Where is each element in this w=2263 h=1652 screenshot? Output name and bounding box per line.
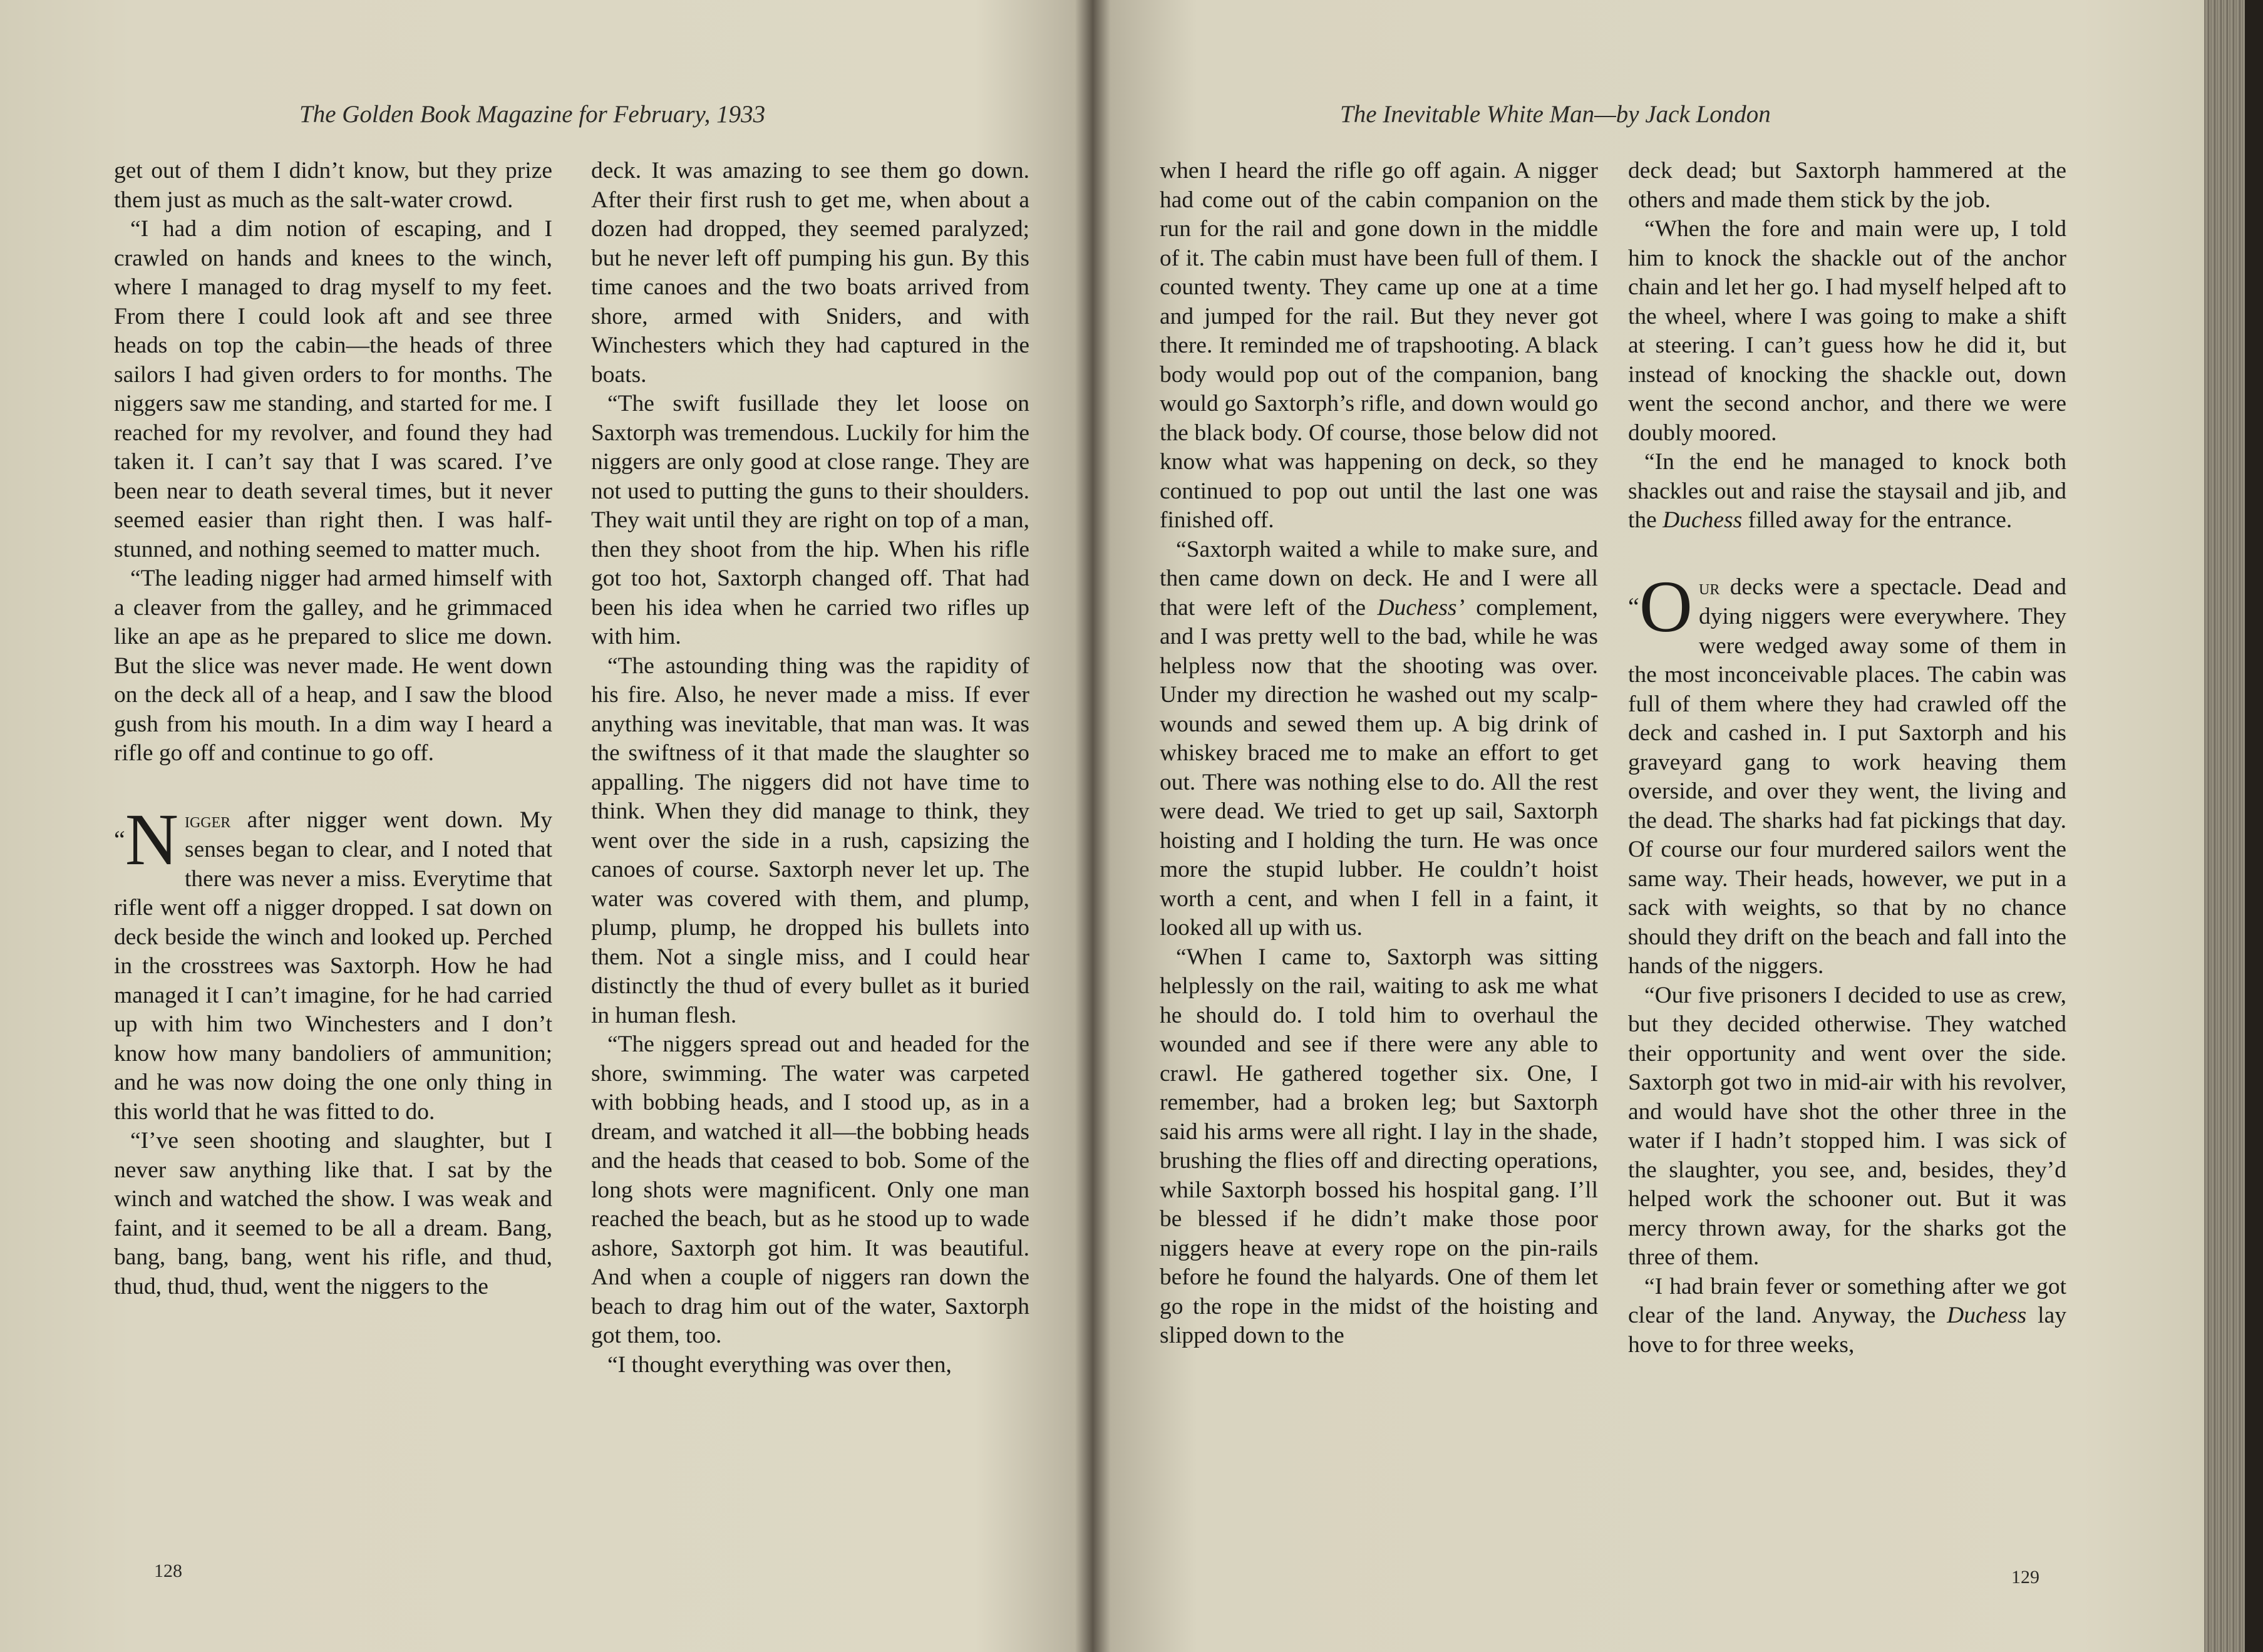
paragraph: “I thought everything was over then, [607,1351,952,1378]
paragraph: “I’ve seen shooting and slaughter, but I never saw anything like that. I sat by the winch and watched the show. I was weak and faint, and it seemed to be all a dream. Bang, bang, bang, bang, went his rifle, and thud, thud, thud, thud, went the niggers to the [114,1128,552,1299]
paragraph: “I had a dim notion of escaping, and I crawled on hands and knees to the winch, where I managed to drag myself to my feet. From there I could look aft and see three heads on top the cabin—the heads of three sailors I had given orders to for months. The niggers saw me standing, and started for me. I reached for my revolver, and found they had taken it. I can’t say that I was scared. I’ve been near to death several times, but it never seemed easier than right then. I was half-stunned, and nothing seemed to matter much. [114,216,552,562]
right-column-2 [1628,157,2066,1360]
paragraph: “Saxtorph waited a while to make sure, and then came down on deck. He and I were all that were left of the Duchess’ complement, and I was pretty well to the bad, while he was helpless now that the shooting was over. Under my direction he washed out my scalp-wounds and sewed them up. A big drink of whiskey braced me to make an effort to get out. There was nothing else to do. All the rest were dead. We tried to get up sail, Saxtorph hoisting and I holding the turn. He was once more the stupid lubber. He couldn’t hoist worth a cent, and when I fell in a faint, it looked all up with us. [1160,536,1598,941]
background-edge [2245,0,2263,1652]
smallcaps-lead: ur [1698,576,1720,599]
paragraph: “The astounding thing was the rapidity of his fire. Also, he never made a miss. If ever anything was inevitable, that man was. It was the swiftness of it that made the slaughter so appalling. The niggers did not have time to think. When they did manage to think, they went over the side in a rush, capsizing the canoes of course. Saxtorph never let up. The water was covered with them, and plump, plump, plump, he dropped his bullets into them. Not a single miss, and I could hear distinctly the thud of every bullet as it buried in human flesh. [591,653,1029,1028]
paragraph: “When the fore and main were up, I told him to knock the shackle out of the anchor chain and let her go. I had myself helped aft to the wheel, where I was going to make a shift at steering. I can’t guess how he did it, but instead of knocking the shackle out, down went the second anchor, and there we were doubly moored. [1628,216,2066,446]
paragraph: “The swift fusillade they let loose on Saxtorph was tremendous. Luckily for him the niggers are only good at close range. They are not used to putting the guns to their shoulders. They wait until they are right on top of a man, then they shoot from the hip. When his rifle got too hot, Saxtorph changed off. That had been his idea when he carried two rifles up with him. [591,391,1029,649]
paragraph: get out of them I didn’t know, but they prize them just as much as the salt-water crowd. [114,158,552,213]
left-column-1 [114,157,552,1301]
paragraph: “In the end he managed to knock both shackles out and raise the staysail and jib, and the Duchess filled away for the entrance. [1628,449,2066,533]
drop-cap: “O [1628,565,1693,648]
right-page-number: 129 [2011,1567,2039,1587]
drop-cap: “N [114,798,178,880]
paragraph: when I heard the rifle go off again. A nigger had come out of the cabin companion on the run for the rail and gone down in the middle of it. The cabin must have been full of them. I counted twenty. They came up one at a time and jumped for the rail. But they never got there. It reminded me of trapshooting. A black body would pop out of the companion, bang would go Saxtorph’s rifle, and down would go the black body. Of course, those below did not know what was happening on deck, so they continued to pop out until the last one was finished off. [1160,158,1598,533]
paragraph: “The leading nigger had armed himself with a cleaver from the galley, and he grimmaced like an ape as he prepared to slice me down. But the slice was never made. He went down on the deck all of a heap, and I saw the blood gush from his mouth. In a dim way I heard a rifle go off and continue to go off. [114,565,552,766]
paragraph: “The niggers spread out and headed for the shore, swimming. The water was carpeted with bobbing heads, and I stood up, as in a dream, and watched it all—the bobbing heads and the heads that ceased to bob. Some of the long shots were magnificent. Only one man reached the beach, but as he stood up to wade ashore, Saxtorph got him. It was beautiful. And when a couple of niggers ran down the beach to drag him out of the water, Saxtorph got them, too. [591,1031,1029,1348]
smallcaps-lead: igger [184,808,231,832]
paragraph: “I had brain fever or something after we got clear of the land. Anyway, the Duchess lay hove to for three weeks, [1628,1273,2066,1358]
right-running-header: The Inevitable White Man—by Jack London [1340,101,1771,128]
right-column-1 [1160,157,1598,1351]
left-running-header: The Golden Book Magazine for February, 1933 [299,101,766,128]
paragraph: “When I came to, Saxtorph was sitting helplessly on the rail, waiting to ask me what he should do. I told him to overhaul the wounded and see if there were any able to crawl. He gathered together six. One, I remember, had a broken leg; but Saxtorph said his arms were all right. I lay in the shade, brushing the flies off and directing operations, while Saxtorph bossed his hospital gang. I’ll be blessed if he didn’t make those poor niggers heave at every rope on the pin-rails before he found the halyards. One of them let go the rope in the midst of the hoisting and slipped down to the [1160,944,1598,1348]
paragraph: “Our five prisoners I decided to use as crew, but they decided otherwise. They watched their opportunity and went over the side. Saxtorph got two in mid-air with his revolver, and would have shot the other three in the water if I hadn’t stopped him. I was sick of the slaughter, you see, and, besides, they’d helped work the schooner out. But it was mercy thrown away, for the sharks got the three of them. [1628,982,2066,1270]
paragraph: deck dead; but Saxtorph hammered at the others and made them stick by the job. [1628,158,2066,213]
dropcap-paragraph: “N igger after nigger went down. My senses began to clear, and I noted that there was never a miss. Everytime that rifle went off a nigger dropped. I sat down on deck beside the winch and looked up. Perched in the crosstrees was Saxtorph. How he had managed it I can’t imagine, for he had carried up with him two Winchesters and I don’t know how many bandoliers of ammunition; and he was now doing the one only thing in this world that he was fitted to do. [114,798,552,1125]
left-column-2 [591,157,1029,1380]
left-page-number: 128 [154,1561,182,1581]
paragraph: deck. It was amazing to see them go down. After their first rush to get me, when about a dozen had dropped, they seemed paralyzed; but he never left off pumping his gun. By this time canoes and the two boats arrived from shore, armed with Sniders, and with Winchesters which they had captured in the boats. [591,158,1029,388]
dropcap-paragraph: “O ur decks were a spectacle. Dead and dying niggers were everywhere. They were wedged away some of them in the most inconceivable places. The cabin was full of them where they had crawled off the deck and cashed in. I put Saxtorph and his graveyard gang to work heaving them overside, and over they went, the living and the dead. The sharks had fat pickings that day. Of course our four murdered sailors went the same way. Their heads, however, we put in a sack with weights, so that by no chance should they drift on the beach and fall into the hands of the niggers. [1628,565,2066,979]
